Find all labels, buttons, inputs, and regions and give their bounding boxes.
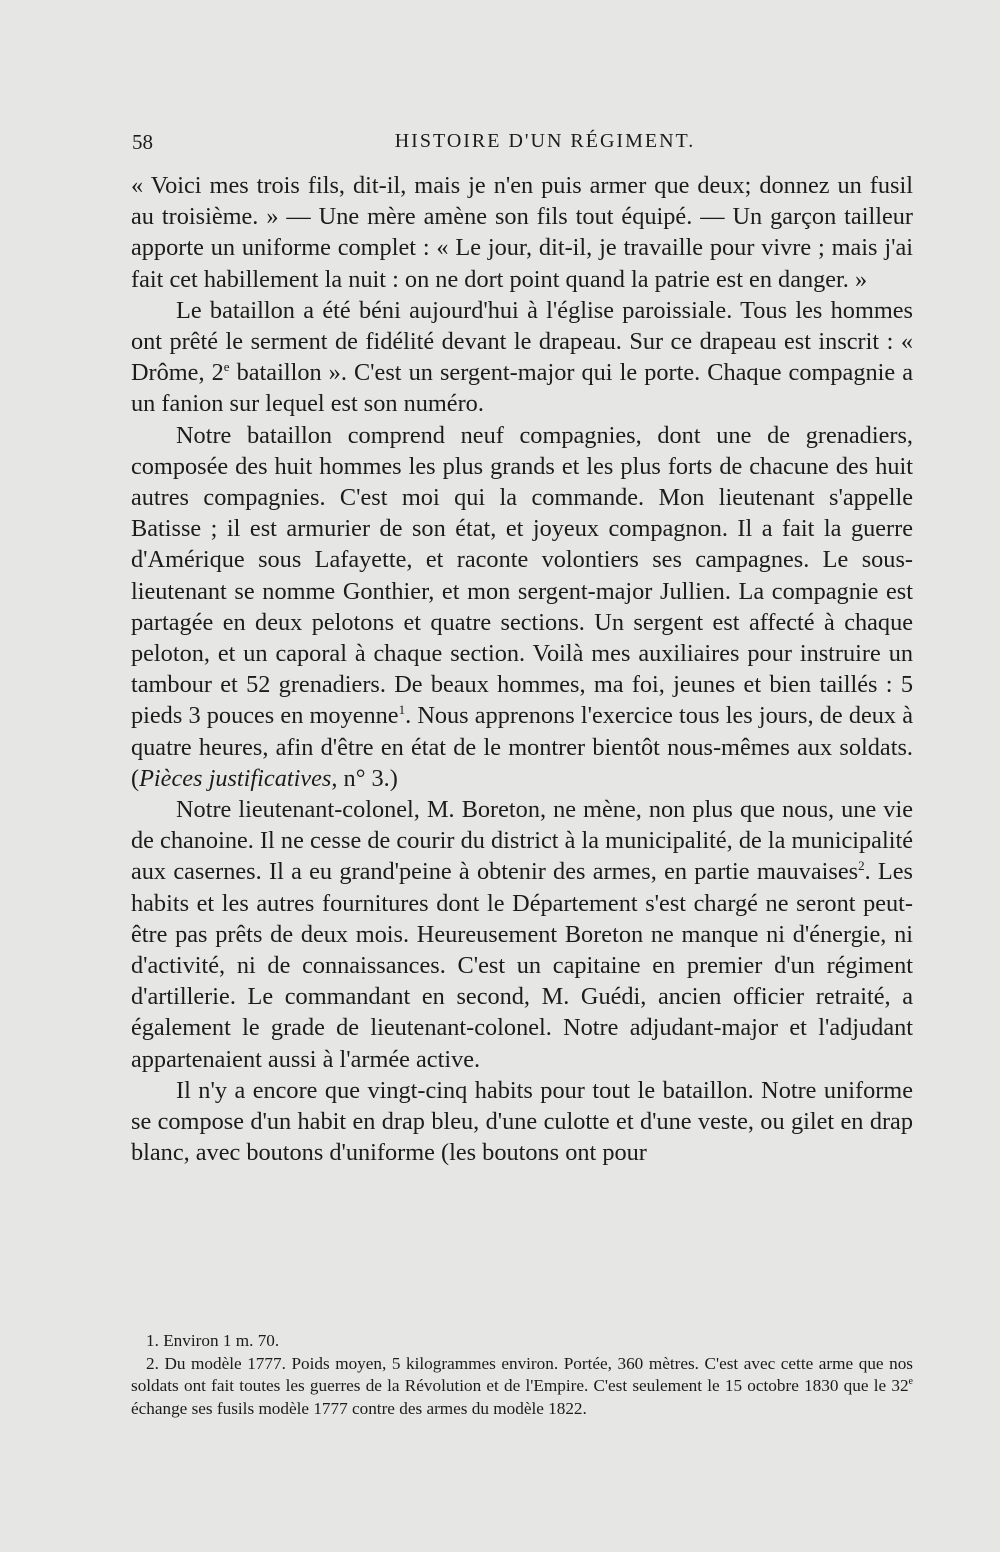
paragraph-text: bataillon ». C'est un sergent-major qui le porte. Chaque compagnie a un fanion sur lequel est son numéro. bbox=[131, 359, 913, 418]
ordinal-superscript: e bbox=[908, 1376, 913, 1387]
paragraph-1 bbox=[131, 170, 913, 295]
footnote-text: 1. Environ 1 m. 70. bbox=[146, 1331, 280, 1350]
italic-reference: Pièces justificatives bbox=[139, 764, 332, 792]
footnote-2 bbox=[131, 1353, 913, 1421]
paragraph-text: Il n'y a encore que vingt-cinq habits pour tout le bataillon. Notre uniforme se compose d'un habit en drap bleu, d'une culotte et d'une veste, ou gilet en drap blanc, avec boutons d'uniforme (les boutons ont pour bbox=[131, 1076, 913, 1167]
footnote-ref-1: 1 bbox=[398, 702, 406, 718]
body-text bbox=[131, 170, 913, 1169]
footnote-text: 2. Du modèle 1777. Poids moyen, 5 kilogrammes environ. Portée, 360 mètres. C'est avec cette arme que nos soldats ont fait toutes les guerres de la Révolution et de l'Empire. C'est seulement le 15 octobre 1830 que le 32 bbox=[131, 1353, 913, 1395]
footnote-text: échange ses fusils modèle 1777 contre des armes du modèle 1822. bbox=[131, 1398, 587, 1418]
paragraph-text: Le bataillon a été béni aujourd'hui à l'église paroissiale. Tous les hommes ont prêté le serment de fidélité devant le drapeau. Sur ce drapeau est inscrit : « Drôme, 2 bbox=[131, 296, 913, 387]
running-title: HISTOIRE D'UN RÉGIMENT. bbox=[394, 130, 696, 152]
paragraph-5 bbox=[131, 1075, 913, 1169]
footnote-ref-2: 2 bbox=[858, 858, 865, 874]
footnotes bbox=[131, 1330, 913, 1420]
paragraph-text: Notre lieutenant-colonel, M. Boreton, ne mène, non plus que nous, une vie de chanoine. Il ne cesse de courir du district à la municipalité, de la municipalité aux casernes. Il a eu grand'peine à obtenir des armes, en partie mauvaises bbox=[131, 796, 913, 886]
paragraph-2 bbox=[131, 295, 913, 420]
paragraph-3 bbox=[131, 420, 913, 794]
page-header bbox=[130, 126, 910, 160]
paragraph-text: « Voici mes trois fils, dit-il, mais je n'en puis armer que deux; donnez un fusil au troisième. » — Une mère amène son fils tout équipé. — Un garçon tailleur apporte un uniforme complet : « Le jour, dit-il, je travaille pour vivre ; mais j'ai fait cet habillement la nuit : on ne dort point quand la patrie est en danger. » bbox=[131, 172, 913, 293]
paragraph-text: . Nous apprenons l'exercice tous les jours, de deux à quatre heures, afin d'être en état de le montrer bientôt nous-mêmes aux soldats. ( bbox=[131, 702, 914, 792]
paragraph-text: Notre bataillon comprend neuf compagnies, dont une de grenadiers, composée des huit hommes les plus grands et les plus forts de chacune des huit autres compagnies. C'est moi qui la commande. Mon lieutenant s'appelle Batisse ; il est armurier de son état, et joyeux compagnon. Il a fait la guerre d'Amérique sous Lafayette, et raconte volontiers ses campagnes. Le sous-lieutenant se nomme Gonthier, et mon sergent-major Jullien. La compagnie est partagée en deux pelotons et quatre sections. Un sergent est affecté à chaque peloton, et un caporal à chaque section. Voilà mes auxiliaires pour instruire un tambour et 52 grenadiers. De beaux hommes, ma foi, jeunes et bien taillés : 5 pieds 3 pouces en moyenne bbox=[131, 421, 913, 730]
paragraph-4 bbox=[131, 794, 913, 1075]
paragraph-text: . Les habits et les autres fournitures dont le Département s'est chargé ne seront peut-être pas prêts de deux mois. Heureusement Boreton ne manque ni d'énergie, ni d'activité, ni de connaissances. C'est un capitaine en premier d'un régiment d'artillerie. Le commandant en second, M. Guédi, ancien officier retraité, a également le grade de lieutenant-colonel. Notre adjudant-major et l'adjudant appartenaient aussi à l'armée active. bbox=[131, 858, 913, 1073]
ordinal-superscript: e bbox=[223, 359, 230, 375]
page-number: 58 bbox=[132, 130, 153, 154]
paragraph-text: , n° 3.) bbox=[331, 764, 398, 792]
footnote-1 bbox=[131, 1330, 913, 1353]
